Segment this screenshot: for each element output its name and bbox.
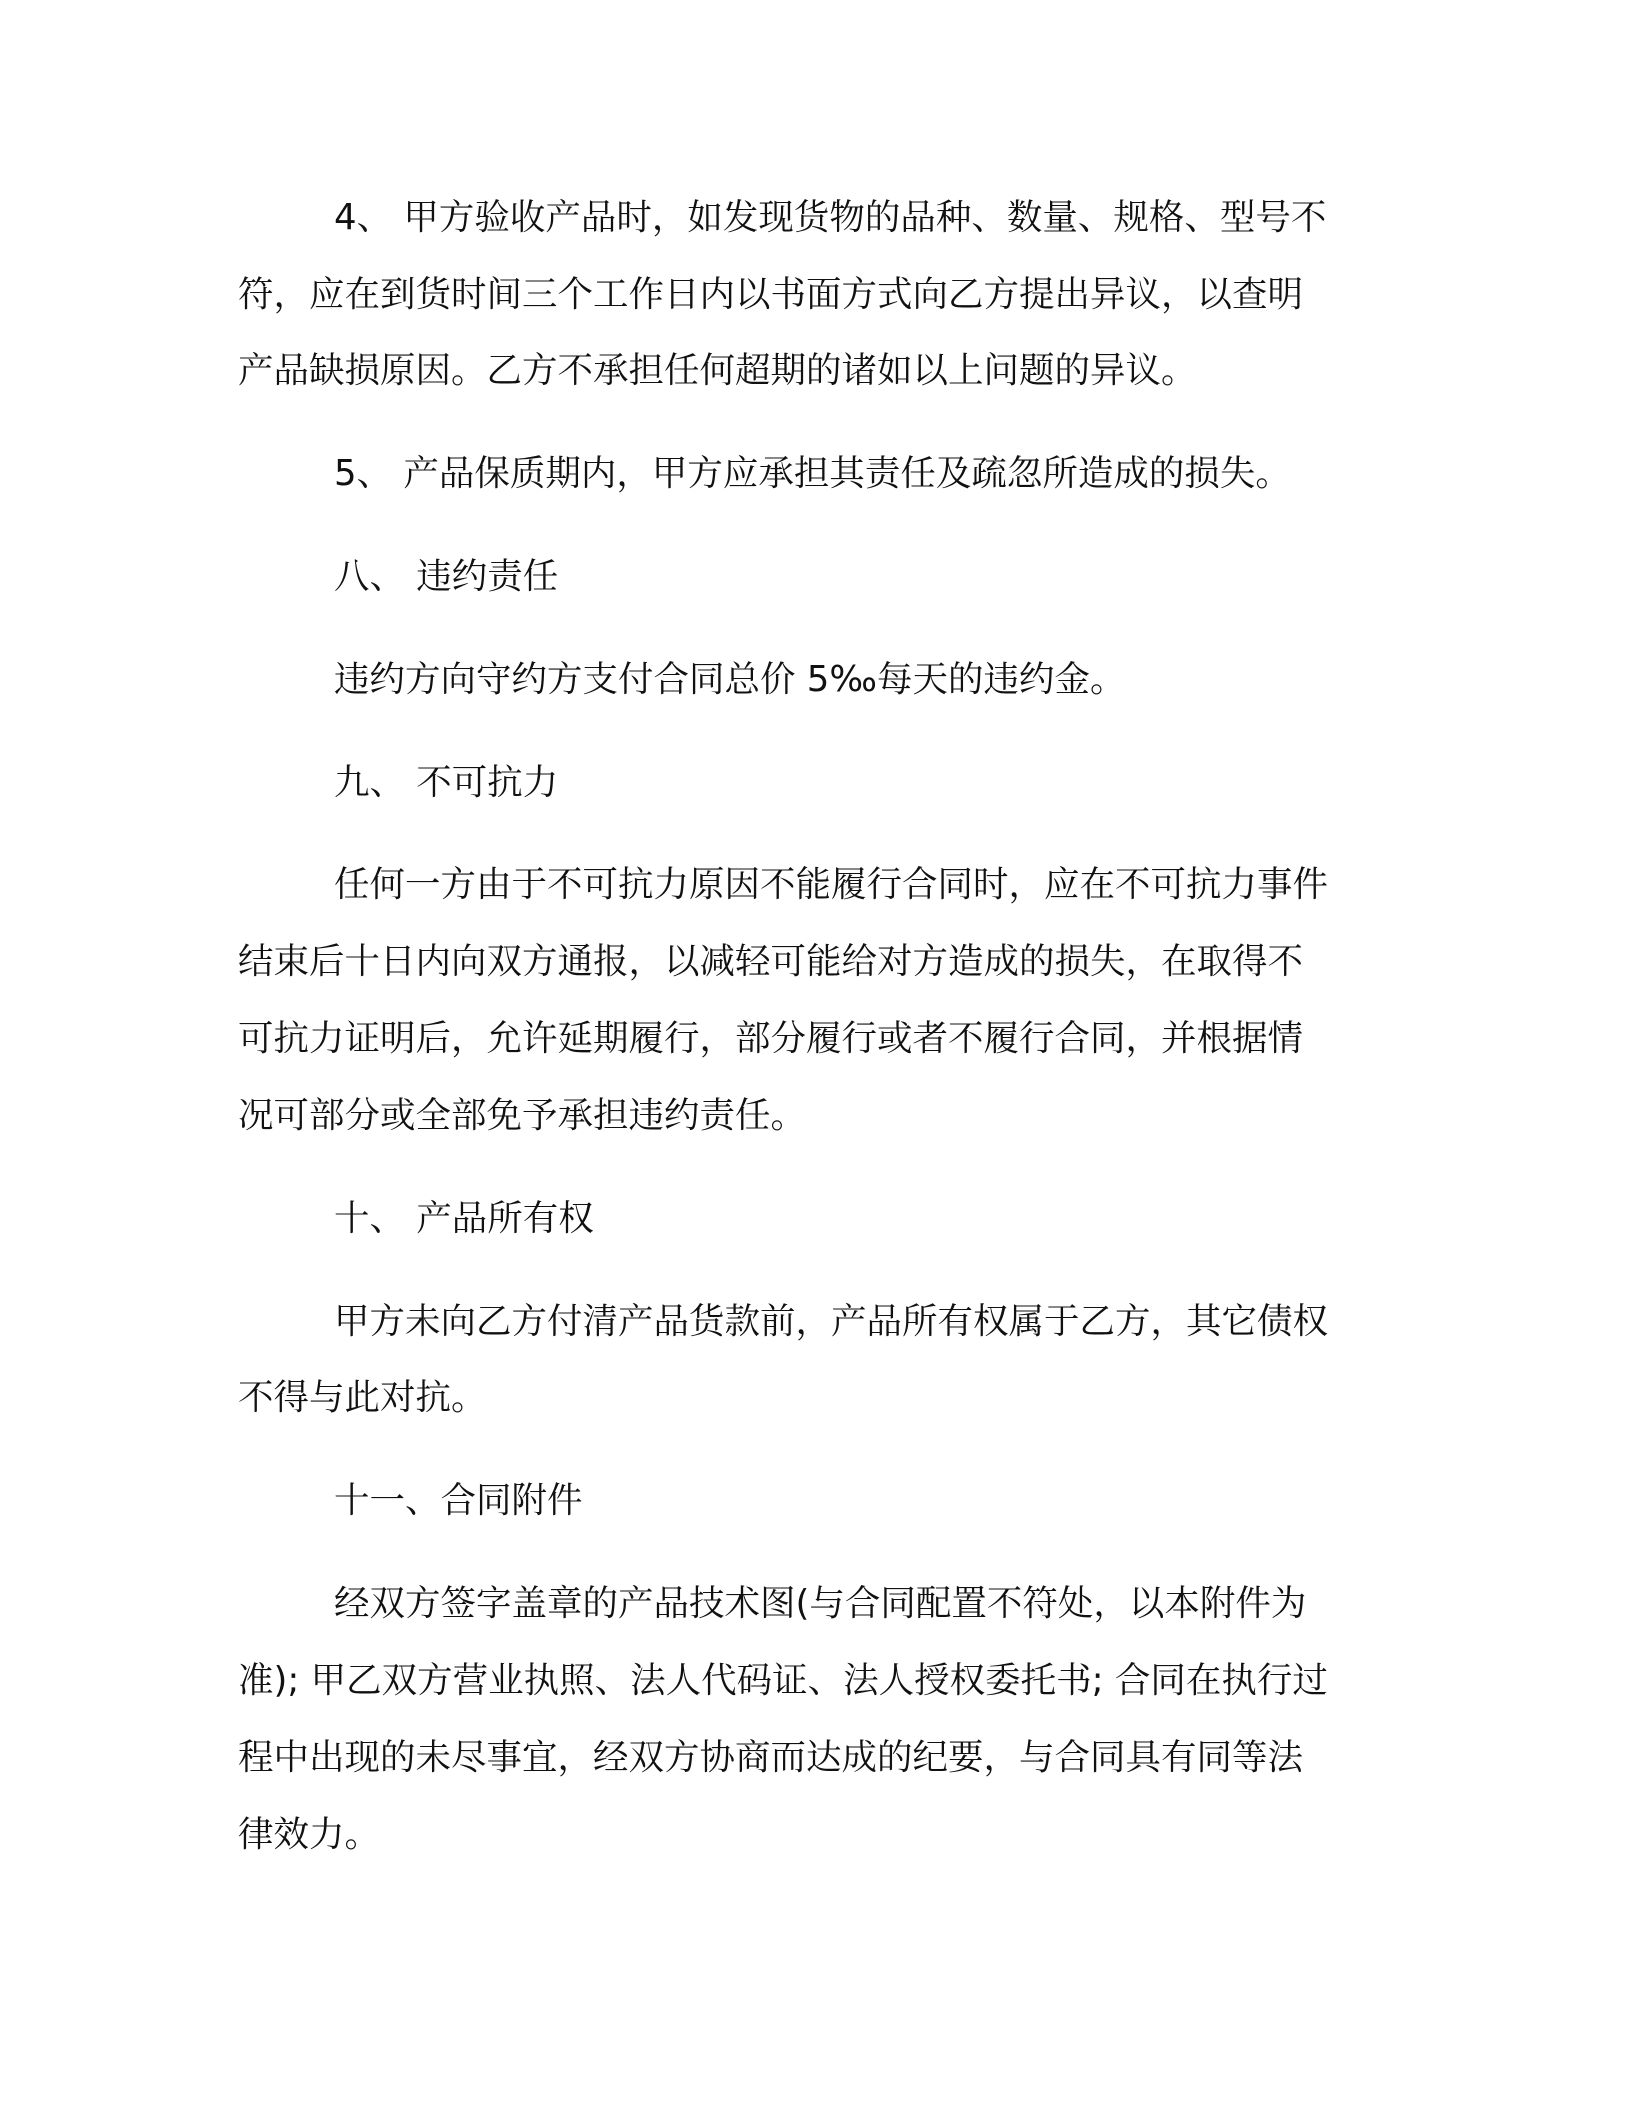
section-8-body-line-1: 违约方向守约方支付合同总价 5‰每天的违约金。: [334, 659, 1126, 700]
clause-4-line-2: 符，应在到货时间三个工作日内以书面方式向乙方提出异议，以查明: [238, 274, 1304, 315]
section-heading-10: 十、 产品所有权: [334, 1198, 594, 1239]
section-11-body-line-3: 程中出现的未尽事宜，经双方协商而达成的纪要，与合同具有同等法: [238, 1737, 1304, 1778]
section-heading-9: 九、 不可抗力: [334, 762, 559, 803]
section-9-body-line-2: 结束后十日内向双方通报，以减轻可能给对方造成的损失，在取得不: [238, 941, 1304, 982]
section-11-body-line-2: 准); 甲乙双方营业执照、法人代码证、法人授权委托书; 合同在执行过: [238, 1660, 1328, 1701]
section-9-body-line-4: 况可部分或全部免予承担违约责任。: [238, 1095, 807, 1136]
clause-5-line-1: 5、 产品保质期内，甲方应承担其责任及疏忽所造成的损失。: [334, 453, 1291, 494]
section-9-body-line-3: 可抗力证明后，允许延期履行，部分履行或者不履行合同，并根据情: [238, 1018, 1304, 1059]
section-11-body-line-1: 经双方签字盖章的产品技术图(与合同配置不符处，以本附件为: [334, 1583, 1307, 1624]
section-9-body-line-1: 任何一方由于不可抗力原因不能履行合同时，应在不可抗力事件: [334, 864, 1329, 905]
section-heading-8: 八、 违约责任: [334, 556, 559, 597]
section-11-body-line-4: 律效力。: [238, 1814, 381, 1855]
section-10-body-line-1: 甲方未向乙方付清产品货款前，产品所有权属于乙方，其它债权: [334, 1301, 1329, 1342]
section-heading-11: 十一、合同附件: [334, 1480, 583, 1521]
clause-4-line-1: 4、 甲方验收产品时，如发现货物的品种、数量、规格、型号不: [334, 197, 1327, 238]
section-10-body-line-2: 不得与此对抗。: [238, 1377, 487, 1418]
clause-4-line-3: 产品缺损原因。乙方不承担任何超期的诸如以上问题的异议。: [238, 350, 1197, 391]
